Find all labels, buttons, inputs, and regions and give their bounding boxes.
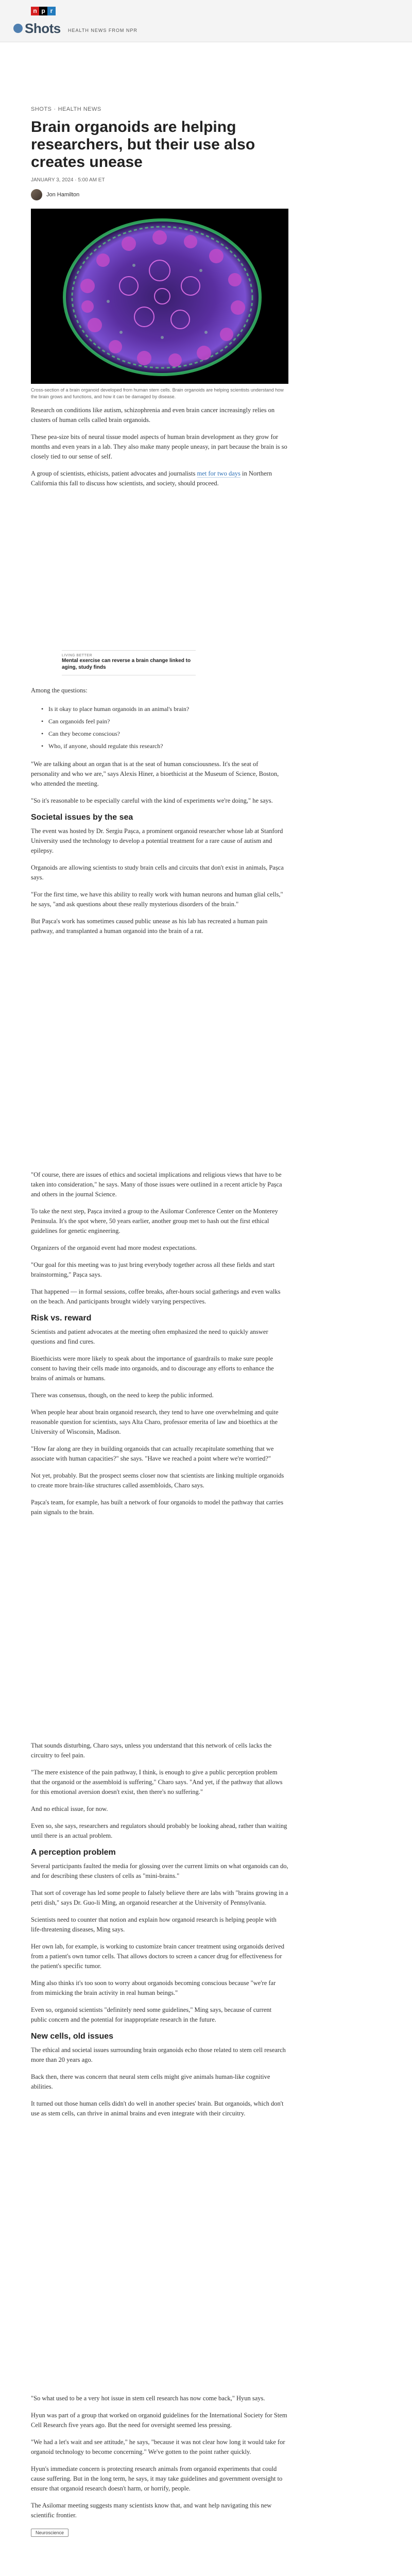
list-item: • Can they become conscious?	[41, 727, 288, 740]
paragraph: When people hear about brain organoid research, they tend to have one overwhelming and quite reasonable question for scientists, says Alta Charo, professor emerita of law and bioethics at the University of Wisconsin, Madison.	[31, 1409, 279, 1435]
paragraph: Scientists need to counter that notion and explain how organoid research is helping people with life-threatening diseases, Ming says.	[31, 1916, 277, 1933]
paragraph: It turned out those human cells didn't do well in another species' brain. But organoids, which don't use as stem cells, can thrive in animal brains and even integrate with their circuitry.	[31, 2100, 284, 2117]
question-list	[41, 703, 288, 752]
paragraph-text: in Northern California this fall to discuss how scientists, and society, should proceed.	[31, 470, 272, 487]
paragraph: "Our goal for this meeting was to just bring everybody together across all these fields and start brainstorming," Pașca says.	[31, 1261, 275, 1278]
paragraph: That sounds disturbing, Charo says, unless you understand that this network of cells lacks the circuitry to feel pain.	[31, 1742, 272, 1759]
paragraph: Hyun was part of a group that worked on organoid guidelines for the International Society for Stem Cell Research five years ago. But the need for oversight seemed less pressing.	[31, 2412, 287, 2429]
paragraph: The event was hosted by Dr. Sergiu Pașca, a prominent organoid researcher whose lab at Stanford University used the technology to develop a potential treatment for a rare cause of autism and epilepsy.	[31, 827, 283, 854]
npr-logo-r: r	[47, 7, 56, 15]
paragraph: "The mere existence of the pain pathway, I think, is enough to give a public perception problem that the organoid or the assembloid is suffering," Charo says. "And yet, if the pathway that allows for this emotional aversion doesn't exist, then there's no suffering."	[31, 1769, 283, 1795]
paragraph-text: A group of scientists, ethicists, patient advocates and journalists	[31, 470, 197, 477]
author-name[interactable]: Jon Hamilton	[46, 192, 80, 198]
paragraph: That sort of coverage has led some people to falsely believe there are labs with "brains growing in a petri dish," says Dr. Guo-li Ming, an organoid researcher at the University of Pennsylvania.	[31, 1889, 288, 1906]
list-item: • Can organoids feel pain?	[41, 715, 288, 727]
paragraph: Hyun's immediate concern is protecting research animals from organoid experiments that could cause suffering. But in the long term, he says, it may take guidelines and government oversight to ensure that organoid research doesn't harm, or horrify, people.	[31, 2465, 283, 2492]
paragraph: These pea-size bits of neural tissue model aspects of human brain development as they grow for months and even years in a lab. They also make many people uneasy, in part because the brain is so closely tied to our sense of self.	[31, 433, 287, 460]
paragraph: That happened — in formal sessions, coffee breaks, after-hours social gatherings and even walks on the beach. And participants brought widely varying perspectives.	[31, 1288, 281, 1305]
subheading: Risk vs. reward	[31, 1314, 92, 1323]
site-header	[0, 0, 412, 42]
related-story-label: LIVING BETTER	[62, 654, 93, 657]
hero-caption: Cross-section of a brain organoid developed from human stem cells. Brain organoids are helping scientists understand how the brain grows and functions, and how it can be damaged by disease.	[31, 387, 284, 399]
headline: Brain organoids are helping researchers, but their use also creates unease	[31, 118, 255, 171]
paragraph	[31, 469, 288, 488]
paragraph: "Of course, there are issues of ethics and societal implications and religious views that have to be taken into consideration," he says. Many of those issues were outlined in a recent article by Pașca and others in the journal Science.	[31, 1171, 282, 1198]
hero-image	[31, 209, 288, 384]
ad-space	[31, 943, 288, 1170]
paragraph: Among the questions:	[31, 687, 88, 694]
paragraph: "We had a let's wait and see attitude," he says, "because it was not clear how long it would take for organoid technology to become concerning." We've gotten to the point rather quickly.	[31, 2438, 285, 2455]
paragraph: Pașca's team, for example, has built a network of four organoids to model the pathway that carries pain signals to the brain.	[31, 1499, 284, 1516]
paragraph: To take the next step, Pașca invited a group to the Asilomar Conference Center on the Monterey Peninsula. It's the spot where, 50 years earlier, another group met to hash out the first ethical guidelines for genetic engineering.	[31, 1208, 278, 1234]
paragraph: "We are talking about an organ that is at the seat of human consciousness. It's the seat of personality and who we are," says Alexis Hiner, a bioethicist at the Museum of Science, Boston, who attended the meeting.	[31, 760, 279, 787]
paragraph: And no ethical issue, for now.	[31, 1805, 108, 1812]
subheading: New cells, old issues	[31, 2032, 114, 2041]
ad-space	[31, 2126, 288, 2394]
paragraph: Research on conditions like autism, schizophrenia and even brain cancer increasingly relies on clusters of human cells called brain organoids.	[31, 406, 275, 423]
paragraph: Ming also thinks it's too soon to worry about organoids becoming conscious because "we're far from mimicking the brain activity in real human beings."	[31, 1979, 276, 1996]
npr-logo-p: p	[39, 7, 47, 15]
section-title[interactable]: Shots	[25, 21, 61, 36]
paragraph: Her own lab, for example, is working to customize brain cancer treatment using organoids derived from a patient's own tumor cells. That allows doctors to screen a cancer drug for effectiveness for the patient's specific tumor.	[31, 1943, 284, 1970]
paragraph: Organizers of the organoid event had more modest expectations.	[31, 1244, 197, 1251]
list-item: • Who, if anyone, should regulate this research?	[41, 740, 288, 752]
paragraph: "So it's reasonable to be especially careful with the kind of experiments we're doing," he says.	[31, 797, 273, 804]
paragraph: Not yet, probably. But the prospect seems closer now that scientists are linking multiple organoids to create more brain-like structures called assembloids, Charo says.	[31, 1472, 284, 1489]
dateline: JANUARY 3, 2024 · 5:00 AM ET	[31, 177, 105, 183]
organoid-illustration	[31, 209, 288, 384]
paragraph: Back then, there was concern that neural stem cells might give animals human-like cognitive abilities.	[31, 2073, 270, 2090]
paragraph: "How far along are they in building organoids that can actually recapitulate something that we associate with human capacities?" she says. "Have we reached a point where we're worried?"	[31, 1445, 274, 1462]
npr-logo-n: n	[31, 7, 39, 15]
paragraph: "So what used to be a very hot issue in stem cell research has now come back," Hyun says.	[31, 2395, 265, 2402]
section-tagline: HEALTH NEWS FROM NPR	[68, 28, 138, 33]
list-item: • Is it okay to place human organoids in an animal's brain?	[41, 703, 288, 715]
ad-space	[31, 496, 288, 650]
paragraph: Even so, organoid scientists "definitely need some guidelines," Ming says, because of current public concern and the potential for inappropriate research in the future.	[31, 2006, 272, 2023]
paragraph: "For the first time, we have this ability to really work with human neurons and human glial cells," he says, "and ask questions about these really mysterious disorders of the brain."	[31, 891, 283, 908]
paragraph: But Pașca's work has sometimes caused public unease as his lab has recreated a human pain pathway, and transplanted a human organoid into the brain of a rat.	[31, 918, 268, 935]
paragraph: Bioethicists were more likely to speak about the importance of guardrails to make sure people consent to having their cells made into organoids, and to discourage any efforts to enhance the brains of animals or humans.	[31, 1355, 274, 1382]
topic-tag[interactable]: Neuroscience	[31, 2529, 68, 2537]
subheading: A perception problem	[31, 1848, 116, 1857]
npr-logo[interactable]	[31, 7, 56, 15]
paragraph: Even so, she says, researchers and regulators should probably be looking ahead, rather than waiting until there is an actual problem.	[31, 1822, 287, 1839]
article	[31, 106, 288, 2537]
paragraph: Organoids are allowing scientists to study brain cells and circuits that don't exist in animals, Pașca says.	[31, 864, 284, 881]
author-avatar[interactable]	[31, 189, 42, 200]
paragraph: The ethical and societal issues surrounding brain organoids echo those related to stem cell research more than 20 years ago.	[31, 2046, 286, 2063]
related-story-card[interactable]	[62, 650, 196, 675]
met-link[interactable]: met for two days	[197, 470, 241, 477]
paragraph: Several participants faulted the media for glossing over the current limits on what organoids can do, and for describing these clusters of cells as "mini-brains."	[31, 1862, 288, 1879]
subheading: Societal issues by the sea	[31, 813, 133, 822]
tag-row	[31, 2528, 288, 2537]
paragraph: Scientists and patient advocates at the meeting often emphasized the need to quickly answer questions and find cures.	[31, 1328, 268, 1345]
slug: SHOTS · HEALTH NEWS	[31, 106, 101, 112]
byline	[31, 189, 288, 200]
slug-primary[interactable]: SHOTS	[31, 106, 52, 112]
paragraph: There was consensus, though, on the need to keep the public informed.	[31, 1392, 214, 1399]
shots-logo-icon	[13, 24, 23, 33]
slug-secondary[interactable]: HEALTH NEWS	[58, 106, 101, 112]
ad-space	[31, 1524, 288, 1741]
related-story-title[interactable]: Mental exercise can reverse a brain change linked to aging, study finds	[62, 658, 191, 670]
paragraph: The Asilomar meeting suggests many scientists know that, and want help navigating this new scientific frontier.	[31, 2502, 272, 2519]
